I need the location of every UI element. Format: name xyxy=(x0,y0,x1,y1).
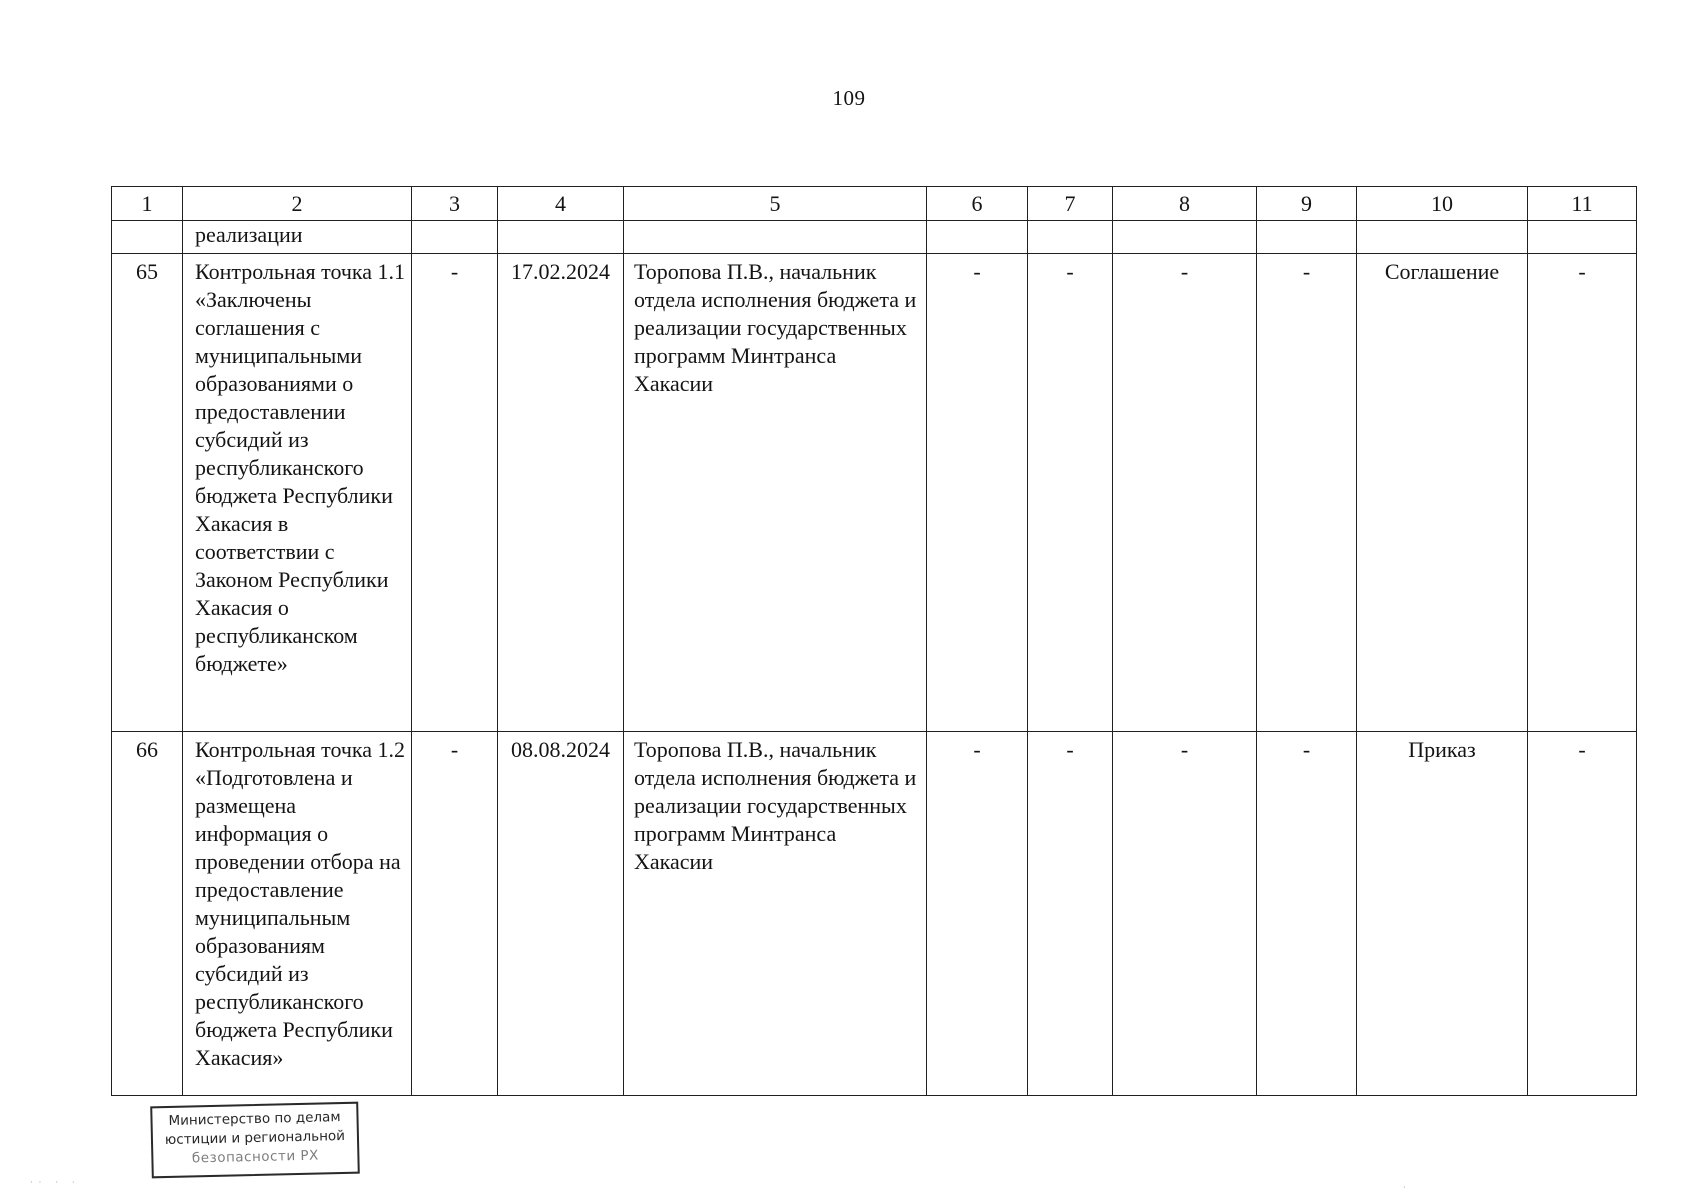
table-cell xyxy=(1528,221,1637,254)
table-cell: - xyxy=(1113,254,1257,732)
table-cell xyxy=(112,221,183,254)
table-cell: - xyxy=(1257,254,1357,732)
header-cell: 7 xyxy=(1028,187,1113,221)
table-cell xyxy=(1357,221,1528,254)
table-header-row xyxy=(112,187,1637,221)
scan-noise: · xyxy=(1403,1183,1406,1192)
table-cell: - xyxy=(1113,732,1257,1096)
row-number-cell: 65 xyxy=(112,254,183,732)
stamp-line: Министерство по делам xyxy=(168,1109,341,1129)
header-cell: 6 xyxy=(927,187,1028,221)
table-cell xyxy=(624,221,927,254)
header-cell: 9 xyxy=(1257,187,1357,221)
page-number: 109 xyxy=(832,86,866,110)
row-number-cell: 66 xyxy=(112,732,183,1096)
document-type-cell: Соглашение xyxy=(1357,254,1528,732)
header-cell: 1 xyxy=(112,187,183,221)
header-cell: 5 xyxy=(624,187,927,221)
event-name-cell: Контрольная точка 1.1 «Заключены соглашения с муниципальными образованиями о предоставлении субсидий из республиканского бюджета Республики Хакасия в соответствии с Законом Республики Хакасия о республиканском бюджете» xyxy=(183,254,412,732)
table-cell: - xyxy=(1257,732,1357,1096)
document-table xyxy=(111,186,1637,1096)
header-cell: 3 xyxy=(412,187,498,221)
table-cell xyxy=(1113,221,1257,254)
table-row xyxy=(112,732,1637,1096)
table-row xyxy=(112,254,1637,732)
stamp-line: юстиции и региональной xyxy=(164,1127,346,1149)
event-name-cell: Контрольная точка 1.2 «Подготовлена и размещена информация о проведении отбора на предоставление муниципальным образованиям субсидий из республиканского бюджета Республики Хакасия» xyxy=(183,732,412,1096)
header-cell: 10 xyxy=(1357,187,1528,221)
table-cell xyxy=(1028,221,1113,254)
table-cell: - xyxy=(1528,254,1637,732)
table-cell: - xyxy=(927,732,1028,1096)
responsible-cell: Торопова П.В., начальник отдела исполнения бюджета и реализации государственных программ Минтранса Хакасии xyxy=(624,254,927,732)
table-cell xyxy=(1257,221,1357,254)
table-cell xyxy=(927,221,1028,254)
header-cell: 2 xyxy=(183,187,412,221)
responsible-cell: Торопова П.В., начальник отдела исполнения бюджета и реализации государственных программ Минтранса Хакасии xyxy=(624,732,927,1096)
header-cell: 4 xyxy=(498,187,624,221)
table-cell: - xyxy=(1028,732,1113,1096)
registration-stamp xyxy=(150,1102,360,1179)
table-cell xyxy=(498,221,624,254)
header-cell: 8 xyxy=(1113,187,1257,221)
stamp-line: безопасности РХ xyxy=(191,1147,320,1167)
date-cell: 17.02.2024 xyxy=(498,254,624,732)
table-cell: - xyxy=(412,732,498,1096)
document-type-cell: Приказ xyxy=(1357,732,1528,1096)
table-cell: - xyxy=(412,254,498,732)
table-continuation-row xyxy=(112,221,1637,254)
table-cell: - xyxy=(1528,732,1637,1096)
table-cell: - xyxy=(927,254,1028,732)
header-cell: 11 xyxy=(1528,187,1637,221)
table-cell: - xyxy=(1028,254,1113,732)
table-cell: реализации xyxy=(183,221,412,254)
table-cell xyxy=(412,221,498,254)
date-cell: 08.08.2024 xyxy=(498,732,624,1096)
scan-noise: ·· · · xyxy=(30,1178,81,1187)
